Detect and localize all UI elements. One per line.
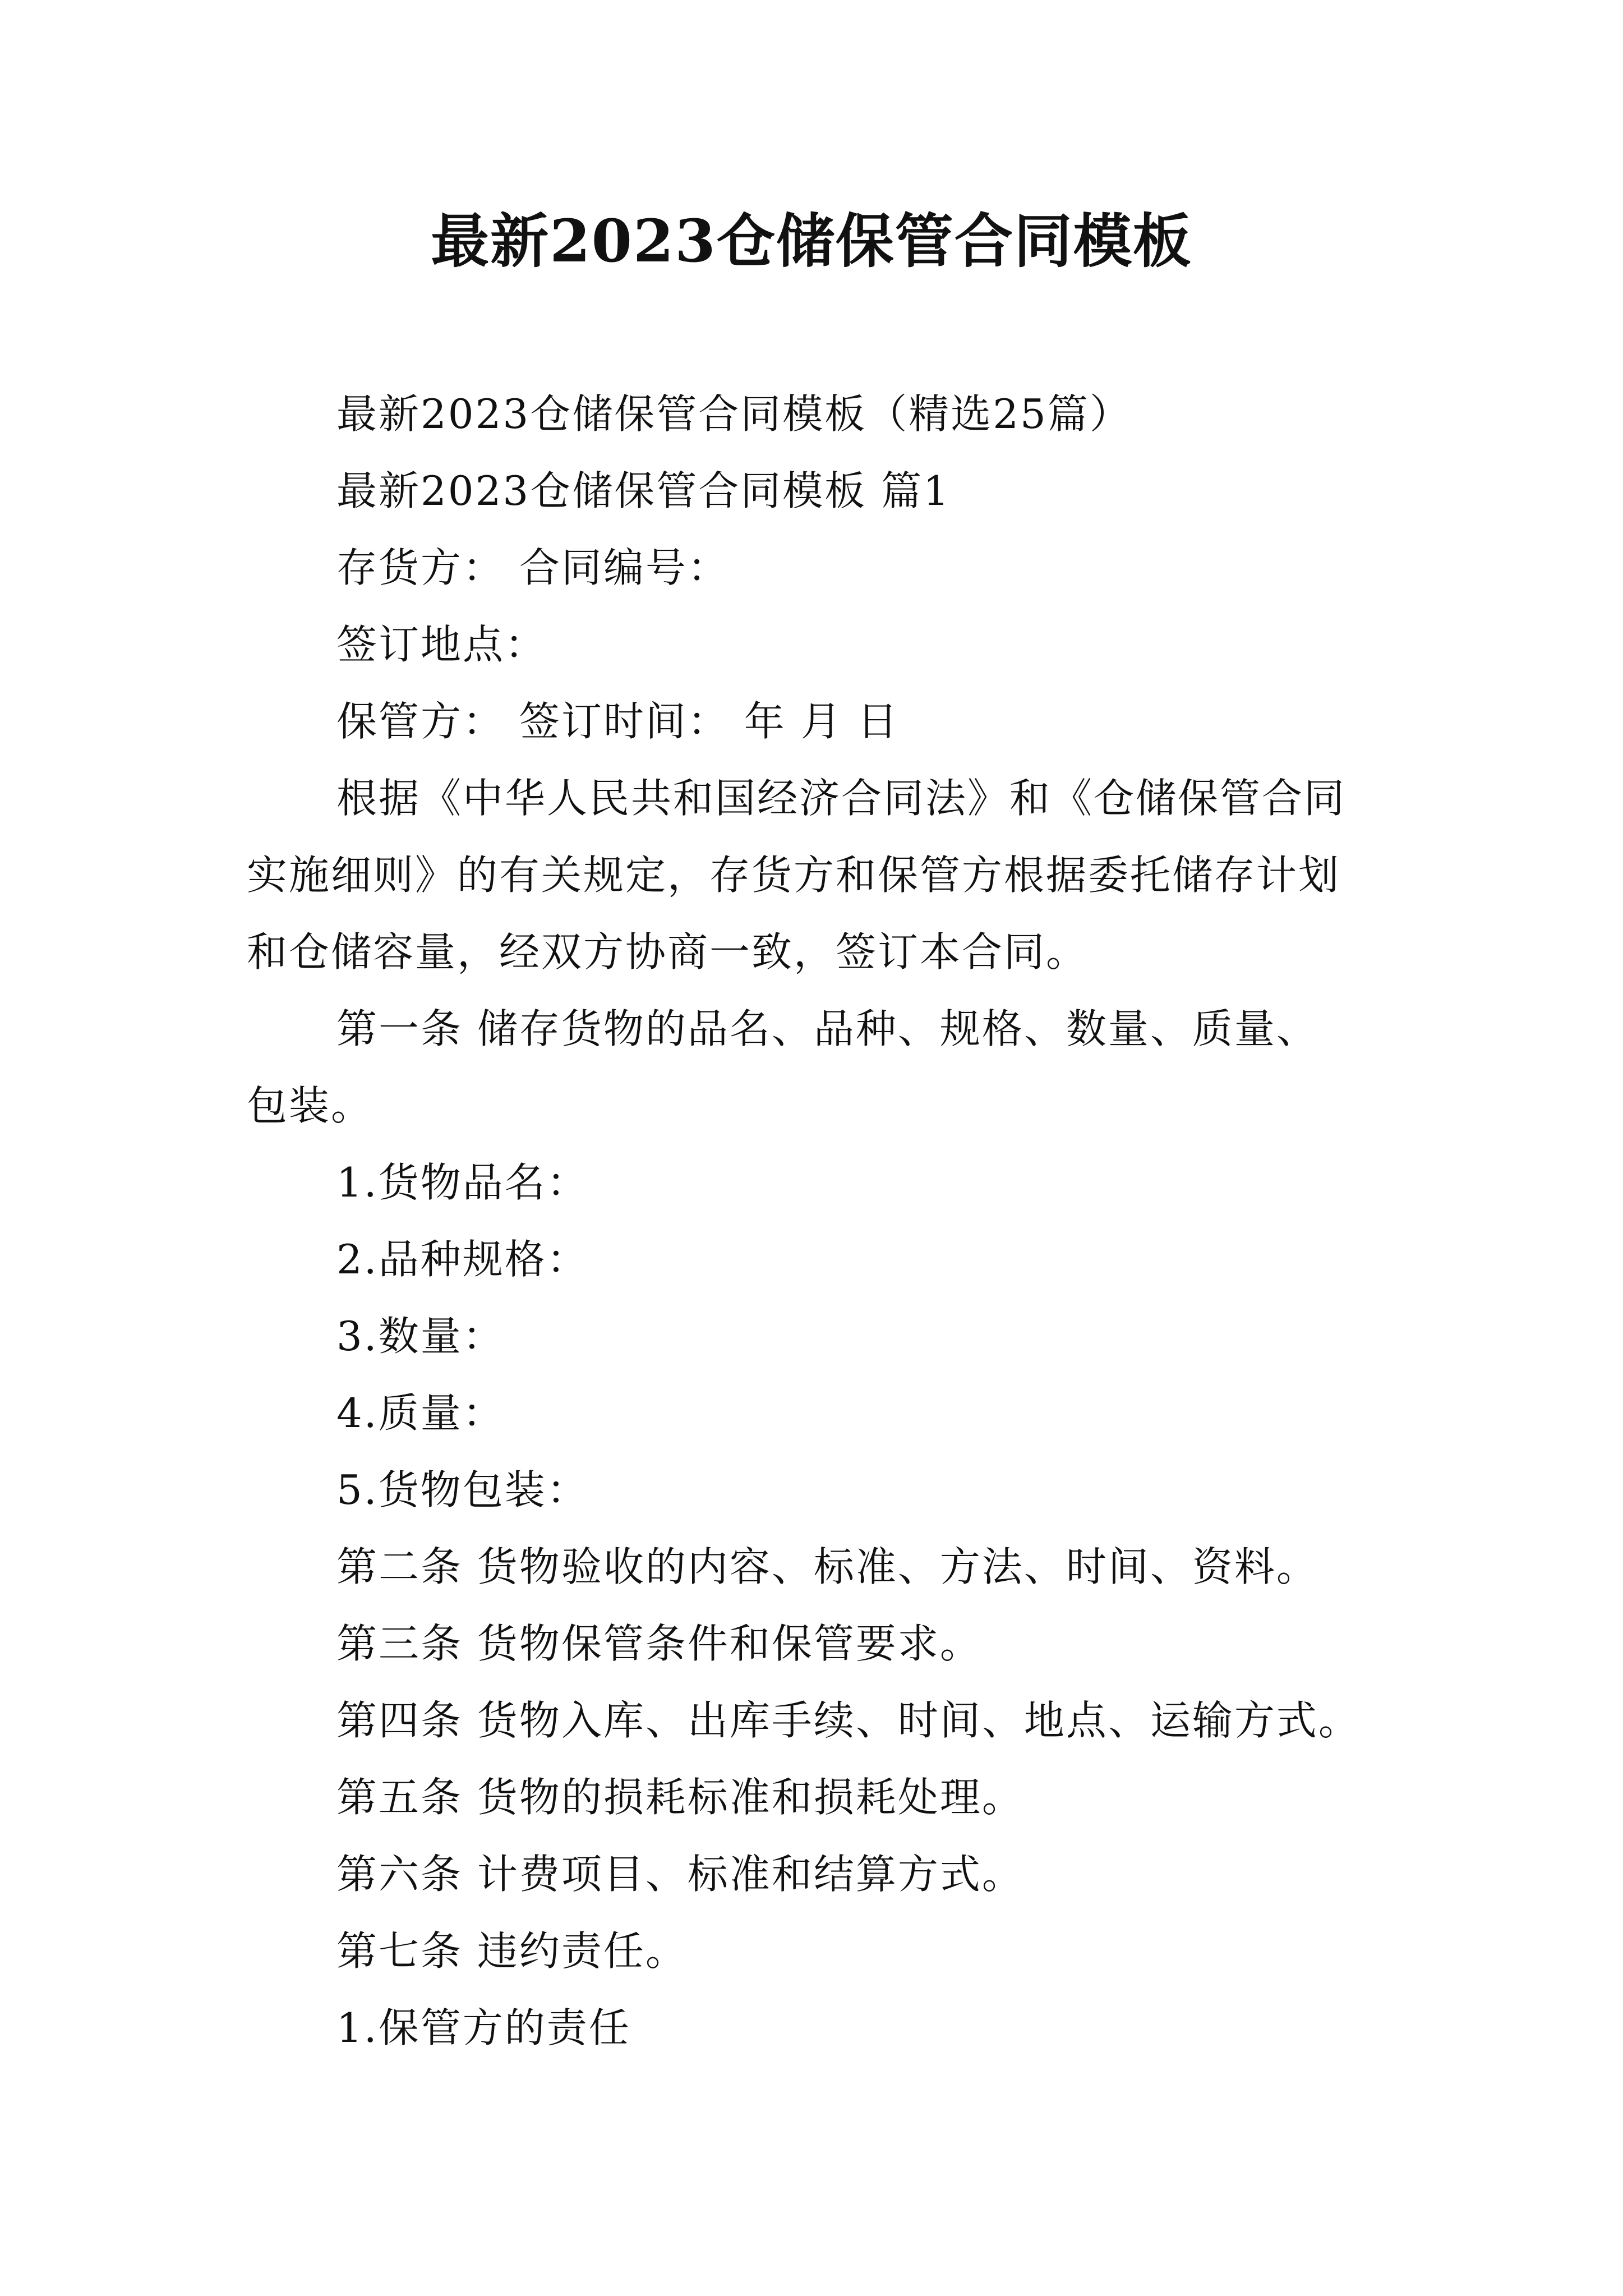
sign-place-line: 签订地点： <box>336 621 547 668</box>
preamble-line: 实施细则》的有关规定，存货方和保管方根据委托储存计划 <box>247 852 1341 899</box>
article-1-line: 包装。 <box>247 1082 374 1129</box>
keeper-line: 保管方： 签订时间： 年 月 日 <box>336 698 900 745</box>
article-1-line: 第一条 储存货物的品名、品种、规格、数量、质量、 <box>336 1005 1318 1052</box>
article-5: 第五条 货物的损耗标准和损耗处理。 <box>336 1774 1024 1821</box>
document-subtitle: 最新2023仓储保管合同模板（精选25篇） <box>336 390 1132 438</box>
article-1-item: 1.货物品名： <box>336 1159 589 1206</box>
article-4: 第四条 货物入库、出库手续、时间、地点、运输方式。 <box>336 1697 1361 1744</box>
preamble-line: 根据《中华人民共和国经济合同法》和《仓储保管合同 <box>336 775 1347 822</box>
article-7-item: 1.保管方的责任 <box>336 2004 631 2051</box>
depositor-line: 存货方： 合同编号： <box>336 544 730 591</box>
section-heading: 最新2023仓储保管合同模板 篇1 <box>336 467 951 514</box>
preamble-line: 和仓储容量，经双方协商一致，签订本合同。 <box>247 928 1089 976</box>
article-2: 第二条 货物验收的内容、标准、方法、时间、资料。 <box>336 1543 1318 1590</box>
document-title: 最新2023仓储保管合同模板 <box>431 206 1192 275</box>
article-1-item: 5.货物包装： <box>336 1466 589 1513</box>
article-7: 第七条 违约责任。 <box>336 1927 688 1975</box>
article-6: 第六条 计费项目、标准和结算方式。 <box>336 1851 1024 1898</box>
article-1-item: 2.品种规格： <box>336 1236 589 1283</box>
article-1-item: 3.数量： <box>336 1313 505 1360</box>
article-3: 第三条 货物保管条件和保管要求。 <box>336 1620 982 1667</box>
article-1-item: 4.质量： <box>336 1389 505 1437</box>
